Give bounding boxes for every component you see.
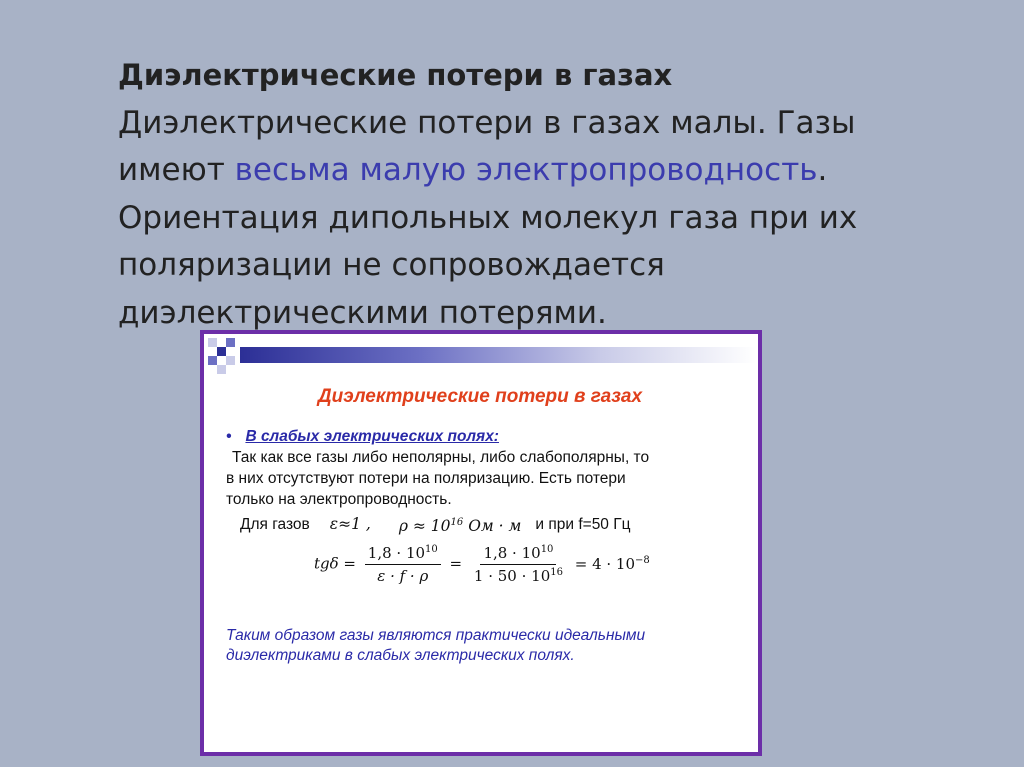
para-line-2: в них отсутствуют потери на поляризацию. Есть потери [226,470,626,487]
slide-line-4: поляризации не сопровождается [118,247,665,283]
den2-exp: 16 [550,567,563,578]
den2-text: 1 · 50 · 10 [473,567,551,585]
gas-label: Для газов [240,516,310,534]
num1-exp: 10 [425,544,438,555]
decorative-header [204,334,756,374]
result-text: = 4 · 10 [574,554,636,573]
slide-line-3: Ориентация дипольных молекул газа при их [118,199,858,236]
fraction-2-numerator [480,544,556,565]
para-line-3: только на электропроводность. [226,491,452,508]
para-line-1: Так как все газы либо неполярны, либо слабополярны, то [232,449,650,466]
formula-lhs: tgδ = [314,554,356,573]
gas-parameters [240,512,746,537]
rho-lhs: ρ ≈ 10 [398,517,451,536]
rho-exponent: 16 [450,517,464,528]
slide-line-2-end: . [817,152,828,188]
fraction-1-numerator [365,544,441,565]
slide-text [118,52,918,337]
num1-text: 1,8 · 10 [367,544,426,562]
rho-unit: Ом · м [468,517,522,536]
deco-square [217,365,226,374]
conclusion-text [226,626,746,666]
fraction-1 [365,544,441,585]
deco-square [208,338,217,347]
bullet-text: В слабых электрических полях: [245,428,499,445]
bullet-dot: • [226,428,232,445]
slide-line-2-start: имеют [118,152,235,188]
formula-result [575,555,650,573]
inset-title: Диэлектрические потери в газах [317,386,643,407]
conclusion-line-2: диэлектриками в слабых электрических полях. [226,647,575,664]
slide-line-2 [118,147,918,195]
deco-square [217,347,226,356]
inset-body [226,426,746,537]
deco-square [226,356,235,365]
inset-slide-image [200,330,762,756]
num2-text: 1,8 · 10 [483,544,541,562]
bullet-heading [226,426,746,447]
deco-gradient-bar [240,347,756,363]
slide-line-1: Диэлектрические потери в газах малы. Газы [118,104,856,141]
result-exp: −8 [635,554,650,566]
deco-square [208,356,217,365]
slide-heading: Диэлектрические потери в газах [118,58,673,92]
fraction-2-denominator [471,565,566,585]
fraction-1-denominator: ε · f · ρ [377,567,429,585]
highlight-link[interactable]: весьма малую электропроводность [234,152,818,188]
num2-exp: 10 [540,544,554,555]
frequency-text: и при f=50 Гц [535,516,631,534]
epsilon-value: ε≈1 , [329,515,371,534]
loss-tangent-formula [314,544,650,585]
fraction-2 [471,544,566,585]
slide-line-5: диэлектрическими потерями. [118,294,607,331]
deco-square [226,338,235,347]
formula-equals: = [449,554,463,573]
rho-value [399,512,522,537]
conclusion-line-1: Таким образом газы являются практически идеальными [226,627,646,644]
